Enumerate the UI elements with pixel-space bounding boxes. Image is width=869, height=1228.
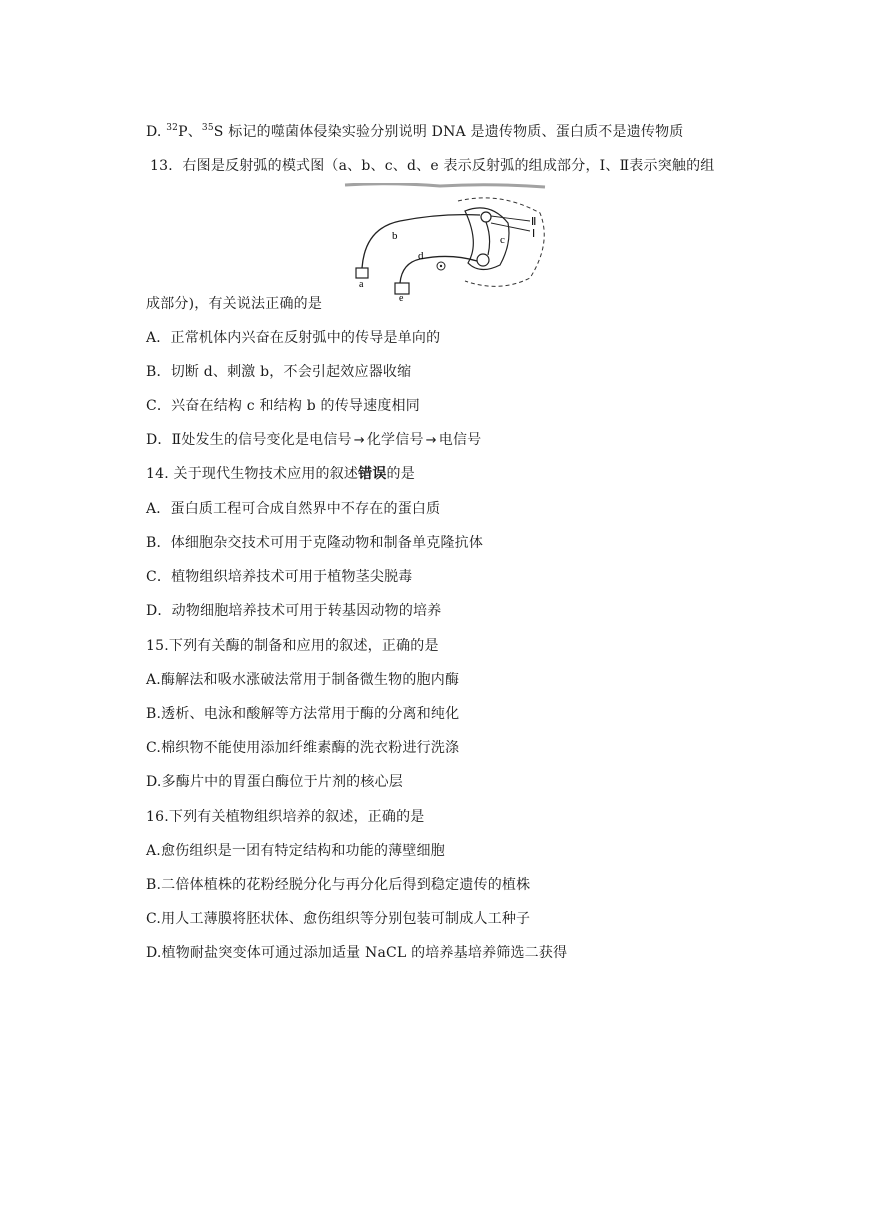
q16-option-a: A.愈伤组织是一团有特定结构和功能的薄壁细胞 <box>146 843 445 859</box>
label-d: d <box>418 250 424 262</box>
label-a: a <box>359 279 364 290</box>
q14-stem-emphasis: 错误 <box>358 466 387 482</box>
isotope-mass-32: 32 <box>166 123 179 133</box>
q15-option-a: A.酶解法和吸水涨破法常用于制备微生物的胞内酶 <box>146 672 460 688</box>
q13-option-b: B．切断 d、刺激 b，不会引起效应器收缩 <box>146 364 412 380</box>
q15-option-c: C.棉织物不能使用添加纤维素酶的洗衣粉进行洗涤 <box>146 740 460 756</box>
q16-stem: 16.下列有关植物组织培养的叙述，正确的是 <box>146 809 425 825</box>
q12-option-d-text: S 标记的噬菌体侵染实验分别说明 DNA 是遗传物质、蛋白质不是遗传物质 <box>213 124 684 140</box>
q14-stem <box>146 465 415 483</box>
q13-option-c: C．兴奋在结构 c 和结构 b 的传导速度相同 <box>146 398 420 414</box>
receptor-a <box>356 268 368 278</box>
arrow-icon: → <box>425 433 437 448</box>
q13-stem-line1: 13．右图是反射弧的模式图（a、b、c、d、e 表示反射弧的组成部分，Ⅰ、Ⅱ表示突触的组 <box>150 158 715 174</box>
q16-option-b: B.二倍体植株的花粉经脱分化与再分化后得到稳定遗传的植株 <box>146 877 531 893</box>
interneuron-body <box>481 212 491 222</box>
q12-option-d-p: P、 <box>178 124 202 140</box>
q13-option-d-mid: 化学信号 <box>366 432 424 448</box>
motor-neuron-body <box>477 254 489 266</box>
q14-option-b: B．体细胞杂交技术可用于克隆动物和制备单克隆抗体 <box>146 535 484 551</box>
interneuron-c <box>486 222 490 255</box>
arrow-icon: → <box>353 433 365 448</box>
q13-option-d-end: 电信号 <box>438 432 482 448</box>
q15-option-d: D.多酶片中的胃蛋白酶位于片剂的核心层 <box>146 774 403 790</box>
q13-option-a: A．正常机体内兴奋在反射弧中的传导是单向的 <box>146 330 441 346</box>
reflex-arc-svg <box>340 183 555 303</box>
q14-stem-before: 14. 关于现代生物技术应用的叙述 <box>146 466 359 482</box>
synapse-pointer-I <box>491 223 530 231</box>
q14-option-d: D．动物细胞培养技术可用于转基因动物的培养 <box>146 603 442 619</box>
label-I: Ⅰ <box>532 228 536 240</box>
label-c: c <box>500 234 505 246</box>
q15-option-b: B.透析、电泳和酸解等方法常用于酶的分离和纯化 <box>146 706 460 722</box>
q16-option-d: D.植物耐盐突变体可通过添加适量 NaCL 的培养基培养筛选二获得 <box>146 945 568 961</box>
q14-stem-after: 的是 <box>386 466 415 482</box>
label-b: b <box>392 230 398 242</box>
isotope-mass-35: 35 <box>201 123 214 133</box>
label-II: Ⅱ <box>531 216 537 228</box>
q15-stem: 15.下列有关酶的制备和应用的叙述，正确的是 <box>146 638 439 654</box>
q14-option-a: A．蛋白质工程可合成自然界中不存在的蛋白质 <box>146 501 441 517</box>
ganglion-dot <box>440 265 442 267</box>
q16-option-c: C.用人工薄膜将胚状体、愈伤组织等分别包装可制成人工种子 <box>146 911 531 927</box>
q13-stem-line2: 成部分)，有关说法正确的是 <box>146 296 323 312</box>
reflex-arc-diagram <box>340 183 555 303</box>
label-e: e <box>399 293 404 303</box>
q12-option-d-prefix: D. <box>146 124 167 140</box>
q13-option-d <box>146 431 481 450</box>
q12-option-d <box>146 119 684 141</box>
q14-option-c: C．植物组织培养技术可用于植物茎尖脱毒 <box>146 569 413 585</box>
q13-option-d-prefix: D．Ⅱ处发生的信号变化是电信号 <box>146 432 352 448</box>
synapse-pointer-II <box>491 216 530 221</box>
